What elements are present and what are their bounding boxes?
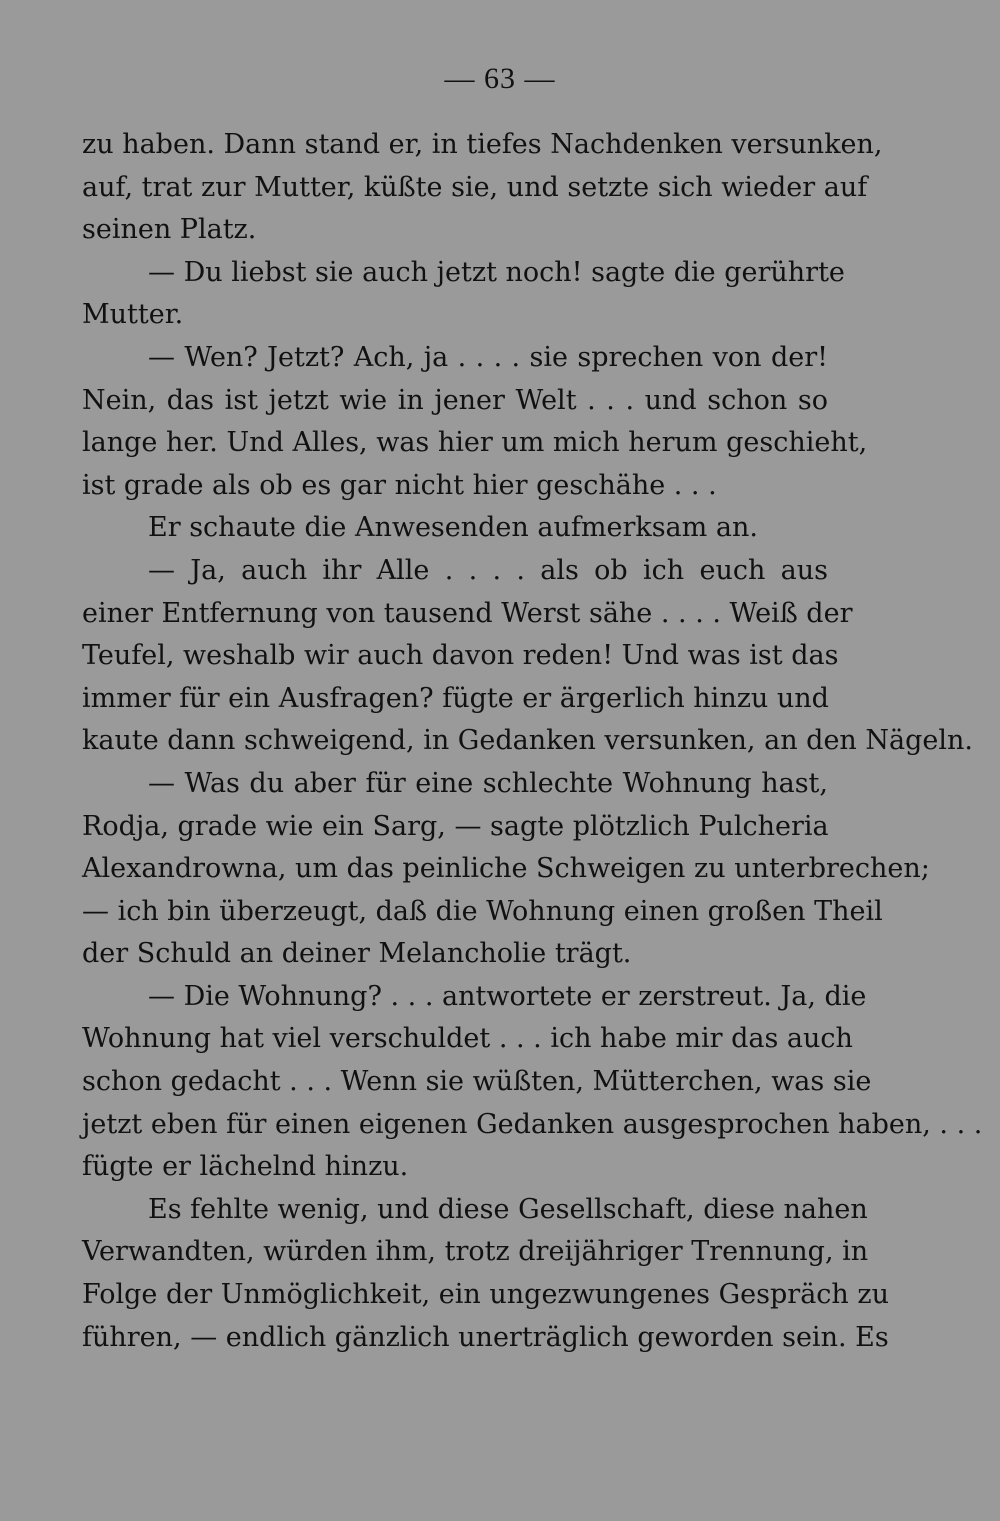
text-line: auf, trat zur Mutter, küßte sie, und setzte sich wieder auf bbox=[82, 171, 868, 203]
text-line: führen, — endlich gänzlich unerträglich geworden sein. Es bbox=[82, 1321, 889, 1353]
text-line: Verwandten, würden ihm, trotz dreijähriger Trennung, in bbox=[82, 1236, 869, 1268]
text-line: Rodja, grade wie ein Sarg, — sagte plötzlich Pulcheria bbox=[82, 810, 829, 842]
text-line: — Du liebst sie auch jetzt noch! sagte die gerührte bbox=[148, 256, 845, 288]
text-line: Er schaute die Anwesenden aufmerksam an. bbox=[148, 512, 758, 544]
text-line: der Schuld an deiner Melancholie trägt. bbox=[82, 938, 632, 970]
text-line: — ich bin überzeugt, daß die Wohnung einen großen Theil bbox=[82, 895, 883, 927]
text-line: — Was du aber für eine schlechte Wohnung hast, bbox=[148, 767, 828, 799]
text-line: lange her. Und Alles, was hier um mich herum geschieht, bbox=[82, 427, 868, 459]
page-number: — 63 — bbox=[444, 62, 556, 95]
text-line: Alexandrowna, um das peinliche Schweigen zu unterbrechen; bbox=[82, 853, 930, 885]
text-line: — Ja, auch ihr Alle . . . . als ob ich euch aus bbox=[148, 554, 828, 586]
text-line: Mutter. bbox=[82, 299, 184, 331]
text-line: — Die Wohnung? . . . antwortete er zerstreut. Ja, die bbox=[148, 980, 867, 1012]
text-line: kaute dann schweigend, in Gedanken versunken, an den Nägeln. bbox=[82, 725, 973, 757]
text-line: Es fehlte wenig, und diese Gesellschaft, diese nahen bbox=[148, 1193, 868, 1225]
text-line: zu haben. Dann stand er, in tiefes Nachdenken versunken, bbox=[82, 129, 883, 160]
text-line: fügte er lächelnd hinzu. bbox=[82, 1151, 409, 1183]
text-line: seinen Platz. bbox=[82, 214, 257, 246]
text-line: schon gedacht . . . Wenn sie wüßten, Mütterchen, was sie bbox=[82, 1066, 872, 1098]
text-line: einer Entfernung von tausend Werst sähe . . . . Weiß der bbox=[82, 597, 853, 629]
text-line: ist grade als ob es gar nicht hier geschähe . . . bbox=[82, 469, 717, 501]
text-line: Nein, das ist jetzt wie in jener Welt . . . und schon so bbox=[82, 384, 828, 416]
body-text bbox=[82, 124, 983, 1359]
text-line: jetzt eben für einen eigenen Gedanken ausgesprochen haben, . . . bbox=[82, 1108, 983, 1140]
text-line: Folge der Unmöglichkeit, ein ungezwungenes Gespräch zu bbox=[82, 1279, 890, 1311]
text-line: — Wen? Jetzt? Ach, ja . . . . sie sprechen von der! bbox=[148, 341, 828, 373]
text-line: immer für ein Ausfragen? fügte er ärgerlich hinzu und bbox=[82, 682, 829, 714]
text-line: Teufel, weshalb wir auch davon reden! Und was ist das bbox=[82, 640, 839, 672]
text-line: Wohnung hat viel verschuldet . . . ich habe mir das auch bbox=[82, 1023, 853, 1055]
